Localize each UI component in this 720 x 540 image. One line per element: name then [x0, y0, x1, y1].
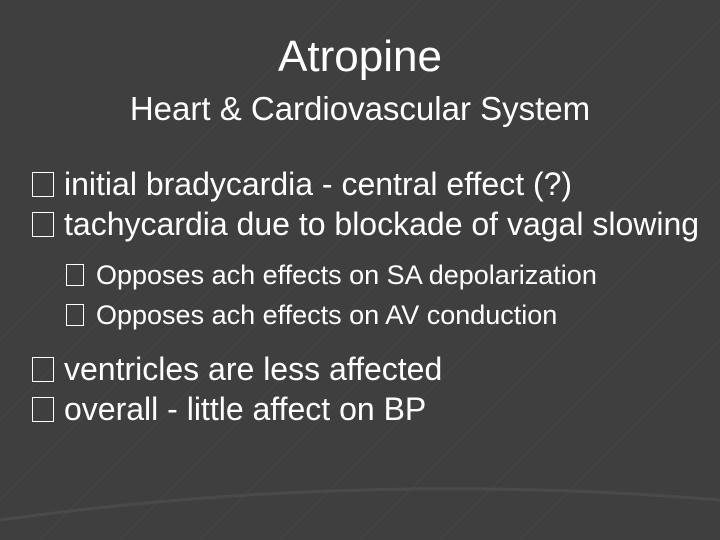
bullet-list	[32, 164, 712, 429]
empty-box-icon	[32, 212, 54, 237]
bullet-item	[32, 204, 712, 244]
sub-bullet-item	[32, 255, 712, 295]
empty-box-icon	[32, 397, 54, 422]
bullet-item	[32, 164, 712, 204]
bullet-item	[32, 349, 712, 389]
bullet-text: tachycardia due to blockade of vagal slowing	[64, 206, 700, 242]
slide-subtitle: Heart & Cardiovascular System	[129, 90, 591, 127]
empty-box-icon	[32, 172, 54, 197]
bullet-item	[32, 389, 712, 429]
slide-title: Atropine	[278, 32, 442, 81]
sub-bullet-text: Opposes ach effects on AV conduction	[96, 300, 558, 330]
sub-bullet-item	[32, 295, 712, 335]
bullet-text: initial bradycardia - central effect (?)	[64, 166, 573, 202]
empty-box-icon	[32, 357, 54, 382]
bullet-text: ventricles are less affected	[64, 351, 443, 387]
sub-bullet-text: Opposes ach effects on SA depolarization	[96, 260, 597, 290]
empty-box-icon	[66, 304, 84, 326]
empty-box-icon	[66, 264, 84, 286]
bullet-text: overall - little affect on BP	[64, 391, 427, 427]
